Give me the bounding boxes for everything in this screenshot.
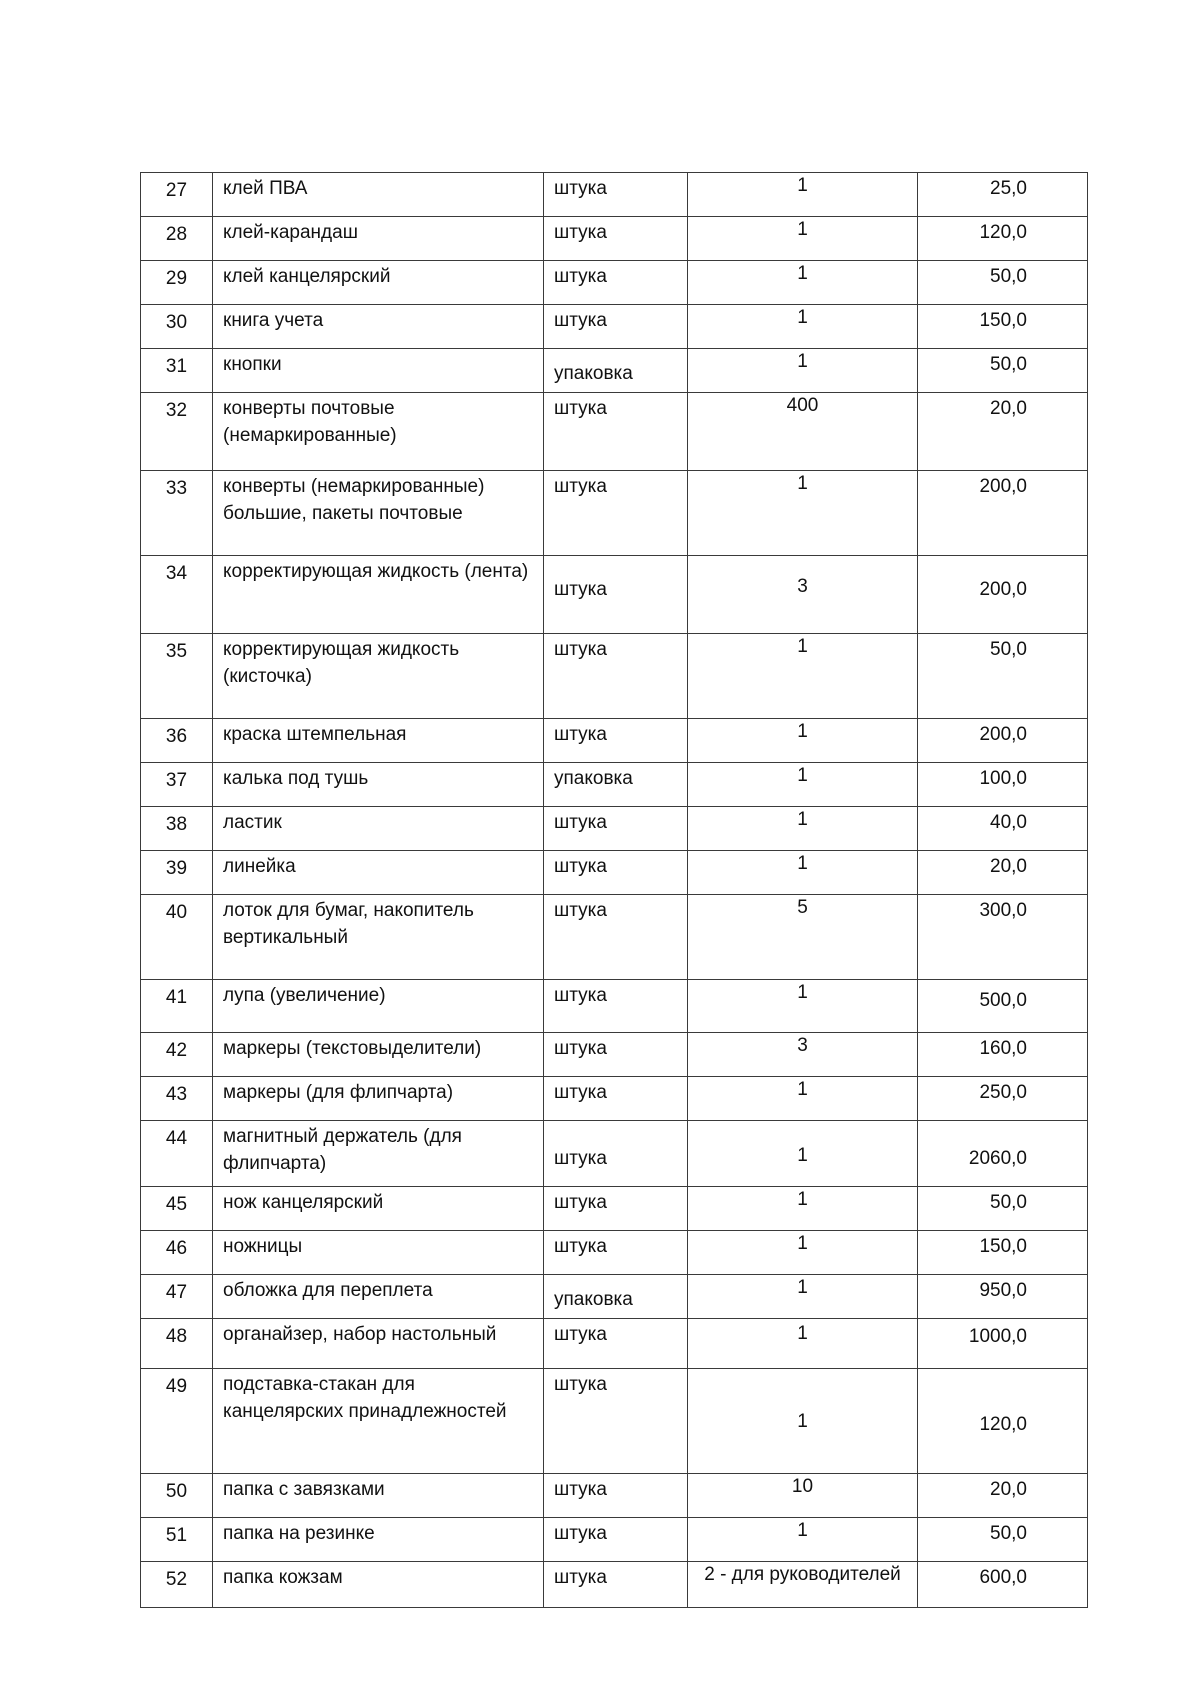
row-number-cell: 39 (141, 851, 213, 895)
item-name-cell: лупа (увеличение) (213, 980, 544, 1033)
table-row (141, 1474, 1088, 1518)
row-number-cell: 34 (141, 556, 213, 634)
unit-cell: упаковка (544, 1275, 688, 1319)
unit-cell: штука (544, 393, 688, 471)
table-row (141, 980, 1088, 1033)
item-name-cell: краска штемпельная (213, 719, 544, 763)
price-cell: 2060,0 (918, 1121, 1088, 1187)
price-cell: 120,0 (918, 217, 1088, 261)
quantity-cell: 1 (688, 1369, 918, 1474)
item-name-cell: подставка-стакан для канцелярских принадлежностей (213, 1369, 544, 1474)
item-name-cell: корректирующая жидкость (кисточка) (213, 634, 544, 719)
item-name-cell: ножницы (213, 1231, 544, 1275)
price-cell: 200,0 (918, 471, 1088, 556)
table-row (141, 1319, 1088, 1369)
unit-cell: штука (544, 1474, 688, 1518)
table-row (141, 1562, 1088, 1608)
unit-cell: штука (544, 1369, 688, 1474)
item-name-cell: клей-карандаш (213, 217, 544, 261)
unit-cell: штука (544, 895, 688, 980)
item-name-cell: папка с завязками (213, 1474, 544, 1518)
item-name-cell: калька под тушь (213, 763, 544, 807)
row-number-cell: 27 (141, 173, 213, 217)
item-name-cell: конверты почтовые (немаркированные) (213, 393, 544, 471)
row-number-cell: 38 (141, 807, 213, 851)
table-row (141, 807, 1088, 851)
row-number-cell: 46 (141, 1231, 213, 1275)
price-cell: 20,0 (918, 1474, 1088, 1518)
quantity-cell: 400 (688, 393, 918, 471)
price-cell: 100,0 (918, 763, 1088, 807)
item-name-cell: клей ПВА (213, 173, 544, 217)
quantity-cell: 1 (688, 1077, 918, 1121)
item-name-cell: кнопки (213, 349, 544, 393)
item-name-cell: обложка для переплета (213, 1275, 544, 1319)
price-cell: 120,0 (918, 1369, 1088, 1474)
quantity-cell: 1 (688, 763, 918, 807)
price-cell: 40,0 (918, 807, 1088, 851)
item-name-cell: конверты (немаркированные) большие, пакеты почтовые (213, 471, 544, 556)
price-cell: 160,0 (918, 1033, 1088, 1077)
row-number-cell: 49 (141, 1369, 213, 1474)
table-row (141, 634, 1088, 719)
quantity-cell: 1 (688, 173, 918, 217)
table-row (141, 1275, 1088, 1319)
unit-cell: штука (544, 1033, 688, 1077)
unit-cell: штука (544, 261, 688, 305)
price-cell: 250,0 (918, 1077, 1088, 1121)
quantity-cell: 1 (688, 634, 918, 719)
item-name-cell: нож канцелярский (213, 1187, 544, 1231)
table-row (141, 1187, 1088, 1231)
unit-cell: штука (544, 471, 688, 556)
table-row (141, 1518, 1088, 1562)
row-number-cell: 52 (141, 1562, 213, 1608)
quantity-cell: 1 (688, 1187, 918, 1231)
quantity-cell: 1 (688, 1319, 918, 1369)
price-cell: 50,0 (918, 261, 1088, 305)
table-row (141, 851, 1088, 895)
table-row (141, 763, 1088, 807)
item-name-cell: линейка (213, 851, 544, 895)
quantity-cell: 1 (688, 1275, 918, 1319)
row-number-cell: 47 (141, 1275, 213, 1319)
unit-cell: штука (544, 173, 688, 217)
quantity-cell: 1 (688, 349, 918, 393)
quantity-cell: 1 (688, 719, 918, 763)
unit-cell: штука (544, 217, 688, 261)
unit-cell: штука (544, 851, 688, 895)
row-number-cell: 36 (141, 719, 213, 763)
item-name-cell: книга учета (213, 305, 544, 349)
unit-cell: штука (544, 305, 688, 349)
quantity-cell: 3 (688, 1033, 918, 1077)
price-cell: 20,0 (918, 393, 1088, 471)
item-name-cell: ластик (213, 807, 544, 851)
table-row (141, 173, 1088, 217)
row-number-cell: 48 (141, 1319, 213, 1369)
item-name-cell: корректирующая жидкость (лента) (213, 556, 544, 634)
unit-cell: штука (544, 807, 688, 851)
quantity-cell: 1 (688, 1231, 918, 1275)
quantity-cell: 1 (688, 851, 918, 895)
supplies-table-body (141, 173, 1088, 1608)
price-cell: 300,0 (918, 895, 1088, 980)
table-row (141, 1077, 1088, 1121)
price-cell: 20,0 (918, 851, 1088, 895)
row-number-cell: 31 (141, 349, 213, 393)
quantity-cell: 1 (688, 1518, 918, 1562)
row-number-cell: 41 (141, 980, 213, 1033)
row-number-cell: 29 (141, 261, 213, 305)
table-row (141, 349, 1088, 393)
quantity-cell: 1 (688, 217, 918, 261)
item-name-cell: магнитный держатель (для флипчарта) (213, 1121, 544, 1187)
quantity-cell: 3 (688, 556, 918, 634)
table-row (141, 556, 1088, 634)
row-number-cell: 30 (141, 305, 213, 349)
table-row (141, 895, 1088, 980)
unit-cell: штука (544, 556, 688, 634)
price-cell: 50,0 (918, 634, 1088, 719)
unit-cell: штука (544, 1077, 688, 1121)
quantity-cell: 1 (688, 305, 918, 349)
quantity-cell: 1 (688, 261, 918, 305)
unit-cell: штука (544, 634, 688, 719)
quantity-cell: 10 (688, 1474, 918, 1518)
quantity-cell: 1 (688, 980, 918, 1033)
price-cell: 50,0 (918, 1518, 1088, 1562)
table-row (141, 261, 1088, 305)
row-number-cell: 45 (141, 1187, 213, 1231)
row-number-cell: 35 (141, 634, 213, 719)
quantity-cell: 5 (688, 895, 918, 980)
quantity-cell: 1 (688, 807, 918, 851)
table-row (141, 1231, 1088, 1275)
unit-cell: штука (544, 1319, 688, 1369)
price-cell: 50,0 (918, 1187, 1088, 1231)
unit-cell: штука (544, 1562, 688, 1608)
unit-cell: штука (544, 1121, 688, 1187)
table-row (141, 393, 1088, 471)
item-name-cell: органайзер, набор настольный (213, 1319, 544, 1369)
table-row (141, 305, 1088, 349)
item-name-cell: маркеры (для флипчарта) (213, 1077, 544, 1121)
price-cell: 500,0 (918, 980, 1088, 1033)
table-row (141, 719, 1088, 763)
price-cell: 950,0 (918, 1275, 1088, 1319)
table-row (141, 1369, 1088, 1474)
item-name-cell: маркеры (текстовыделители) (213, 1033, 544, 1077)
item-name-cell: папка на резинке (213, 1518, 544, 1562)
item-name-cell: клей канцелярский (213, 261, 544, 305)
unit-cell: упаковка (544, 349, 688, 393)
row-number-cell: 44 (141, 1121, 213, 1187)
quantity-cell: 2 - для руководителей (688, 1562, 918, 1608)
unit-cell: упаковка (544, 763, 688, 807)
item-name-cell: папка кожзам (213, 1562, 544, 1608)
row-number-cell: 33 (141, 471, 213, 556)
table-row (141, 1121, 1088, 1187)
price-cell: 50,0 (918, 349, 1088, 393)
row-number-cell: 42 (141, 1033, 213, 1077)
item-name-cell: лоток для бумаг, накопитель вертикальный (213, 895, 544, 980)
price-cell: 200,0 (918, 719, 1088, 763)
row-number-cell: 32 (141, 393, 213, 471)
row-number-cell: 28 (141, 217, 213, 261)
quantity-cell: 1 (688, 471, 918, 556)
price-cell: 1000,0 (918, 1319, 1088, 1369)
price-cell: 25,0 (918, 173, 1088, 217)
unit-cell: штука (544, 1518, 688, 1562)
row-number-cell: 37 (141, 763, 213, 807)
price-cell: 150,0 (918, 305, 1088, 349)
supplies-table (140, 172, 1088, 1608)
table-row (141, 471, 1088, 556)
unit-cell: штука (544, 719, 688, 763)
price-cell: 200,0 (918, 556, 1088, 634)
table-row (141, 1033, 1088, 1077)
row-number-cell: 50 (141, 1474, 213, 1518)
table-row (141, 217, 1088, 261)
unit-cell: штука (544, 1231, 688, 1275)
row-number-cell: 43 (141, 1077, 213, 1121)
price-cell: 150,0 (918, 1231, 1088, 1275)
unit-cell: штука (544, 980, 688, 1033)
row-number-cell: 40 (141, 895, 213, 980)
unit-cell: штука (544, 1187, 688, 1231)
price-cell: 600,0 (918, 1562, 1088, 1608)
quantity-cell: 1 (688, 1121, 918, 1187)
row-number-cell: 51 (141, 1518, 213, 1562)
